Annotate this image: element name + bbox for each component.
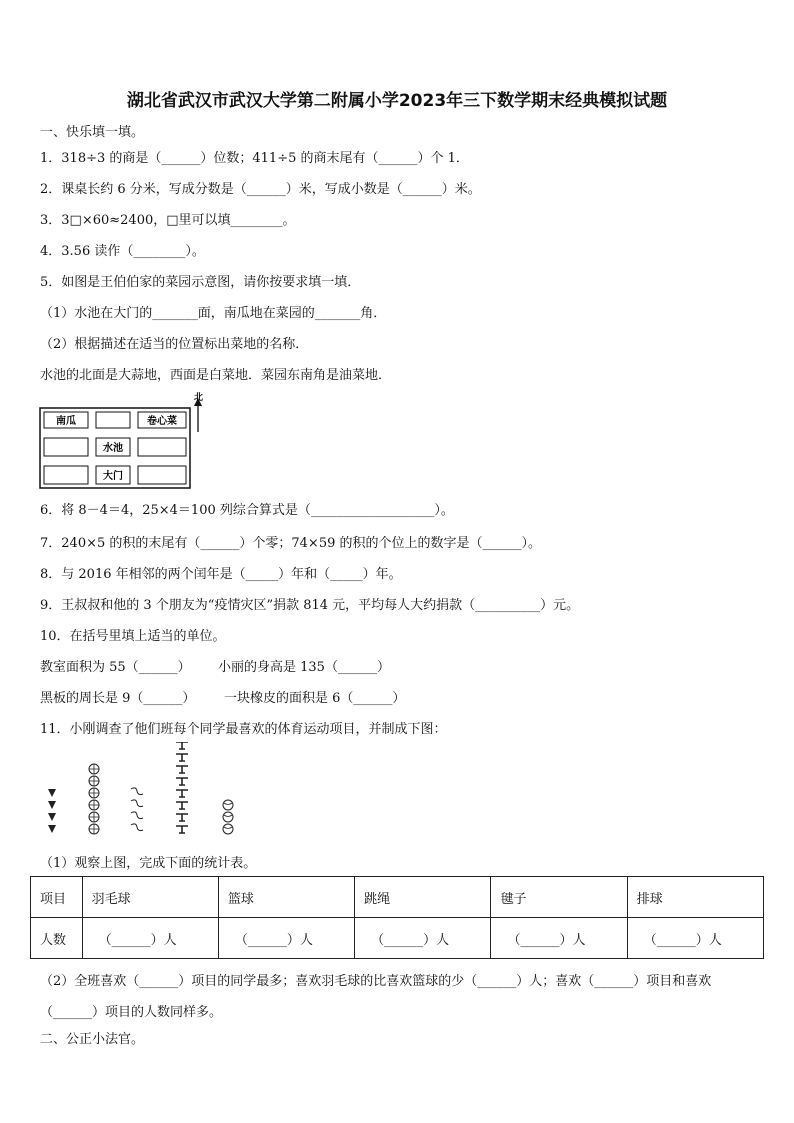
shuttlecock-icon (48, 825, 56, 833)
section-2-heading: 二、公正小法官。 (40, 1032, 145, 1047)
table-answer-cell: （______）人 (82, 918, 218, 959)
basketball-icon (89, 812, 99, 822)
table-answer-cell: （______）人 (218, 918, 354, 959)
question-5-part-1: （1）水池在大门的_______面，南瓜地在菜园的_______角． (40, 306, 387, 321)
table-row (31, 918, 764, 959)
jianzi-icon (176, 826, 188, 833)
question-1: 1．318÷3 的商是（______）位数；411÷5 的商末尾有（______）个 1． (40, 151, 469, 166)
shuttlecock-icon (48, 813, 56, 821)
volleyball-icon (223, 812, 233, 822)
jianzi-icon (176, 742, 188, 749)
table-answer-cell: （______）人 (491, 918, 627, 959)
question-11-part-2a: （2）全班喜欢（______）项目的同学最多；喜欢羽毛球的比喜欢篮球的少（______）人；喜欢（______）项目和喜欢 (40, 974, 712, 989)
jump-rope-icon (131, 800, 143, 807)
jianzi-icon (176, 790, 188, 797)
basketball-icon (89, 764, 99, 774)
jianzi-icon (176, 766, 188, 773)
question-10-a: 教室面积为 55（______） (40, 660, 191, 675)
table-header-cell: 跳绳 (355, 877, 491, 918)
question-11-part-1: （1）观察上图，完成下面的统计表。 (40, 856, 257, 871)
shuttlecock-icon (48, 801, 56, 809)
jianzi-icon (176, 814, 188, 821)
map-label-shuichi: 水池 (103, 443, 123, 454)
basketball-icon (89, 824, 99, 834)
question-7: 7．240×5 的积的末尾有（______）个零；74×59 的积的个位上的数字是（______）。 (40, 536, 541, 551)
question-10-c: 黑板的周长是 9（______） (40, 691, 196, 706)
question-8: 8．与 2016 年相邻的两个闰年是（_____）年和（_____）年。 (40, 567, 402, 582)
question-3: 3．3□×60≈2400，□里可以填________。 (40, 213, 296, 228)
table-answer-cell: （______）人 (627, 918, 763, 959)
volleyball-icon (223, 800, 233, 810)
question-5-description: 水池的北面是大蒜地，西面是白菜地．菜园东南角是油菜地． (40, 368, 392, 383)
map-label-juanxin: 卷心菜 (147, 416, 177, 427)
table-header-cell: 毽子 (491, 877, 627, 918)
question-5-part-2: （2）根据描述在适当的位置标出菜地的名称． (40, 337, 309, 352)
sports-pictograph (36, 742, 256, 842)
jump-rope-icon (131, 812, 143, 819)
jump-rope-icon (131, 824, 143, 831)
jianzi-icon (176, 802, 188, 809)
question-10-b: 小丽的身高是 135（______） (218, 660, 390, 675)
map-north-label: 北 (194, 393, 204, 403)
table-answer-cell: （______）人 (355, 918, 491, 959)
map-label-nangua: 南瓜 (56, 416, 76, 427)
question-11: 11．小刚调查了他们班每个同学最喜欢的体育运动项目，并制成下图： (40, 722, 447, 737)
question-10-d: 一块橡皮的面积是 6（______） (224, 691, 406, 706)
table-row-label: 人数 (31, 918, 83, 959)
question-6: 6．将 8－4＝4，25×4＝100 列综合算式是（___________________）。 (40, 503, 454, 518)
statistics-table (30, 876, 764, 959)
basketball-icon (89, 776, 99, 786)
basketball-icon (89, 788, 99, 798)
table-header-cell: 篮球 (218, 877, 354, 918)
table-row (31, 877, 764, 918)
question-4: 4．3.56 读作（________）。 (40, 244, 205, 259)
garden-map (36, 392, 206, 492)
table-header-cell: 项目 (31, 877, 83, 918)
section-1-heading: 一、快乐填一填。 (40, 125, 145, 140)
jianzi-icon (176, 778, 188, 785)
basketball-icon (89, 800, 99, 810)
shuttlecock-icon (48, 789, 56, 797)
map-label-damen: 大门 (103, 471, 123, 482)
volleyball-icon (223, 824, 233, 834)
jump-rope-icon (131, 788, 143, 795)
page-title: 湖北省武汉市武汉大学第二附属小学2023年三下数学期末经典模拟试题 (126, 91, 668, 111)
question-9: 9．王叔叔和他的 3 个朋友为“疫情灾区”捐款 814 元，平均每人大约捐款（__________）元。 (40, 598, 580, 613)
question-5: 5．如图是王伯伯家的菜园示意图，请你按要求填一填． (40, 275, 361, 290)
table-header-cell: 羽毛球 (82, 877, 218, 918)
jianzi-icon (176, 754, 188, 761)
question-2: 2．课桌长约 6 分米，写成分数是（______）米，写成小数是（______）米。 (40, 182, 481, 197)
table-header-cell: 排球 (627, 877, 763, 918)
question-10: 10．在括号里填上适当的单位。 (40, 629, 226, 644)
question-11-part-2b: （______）项目的人数同样多。 (40, 1005, 223, 1020)
